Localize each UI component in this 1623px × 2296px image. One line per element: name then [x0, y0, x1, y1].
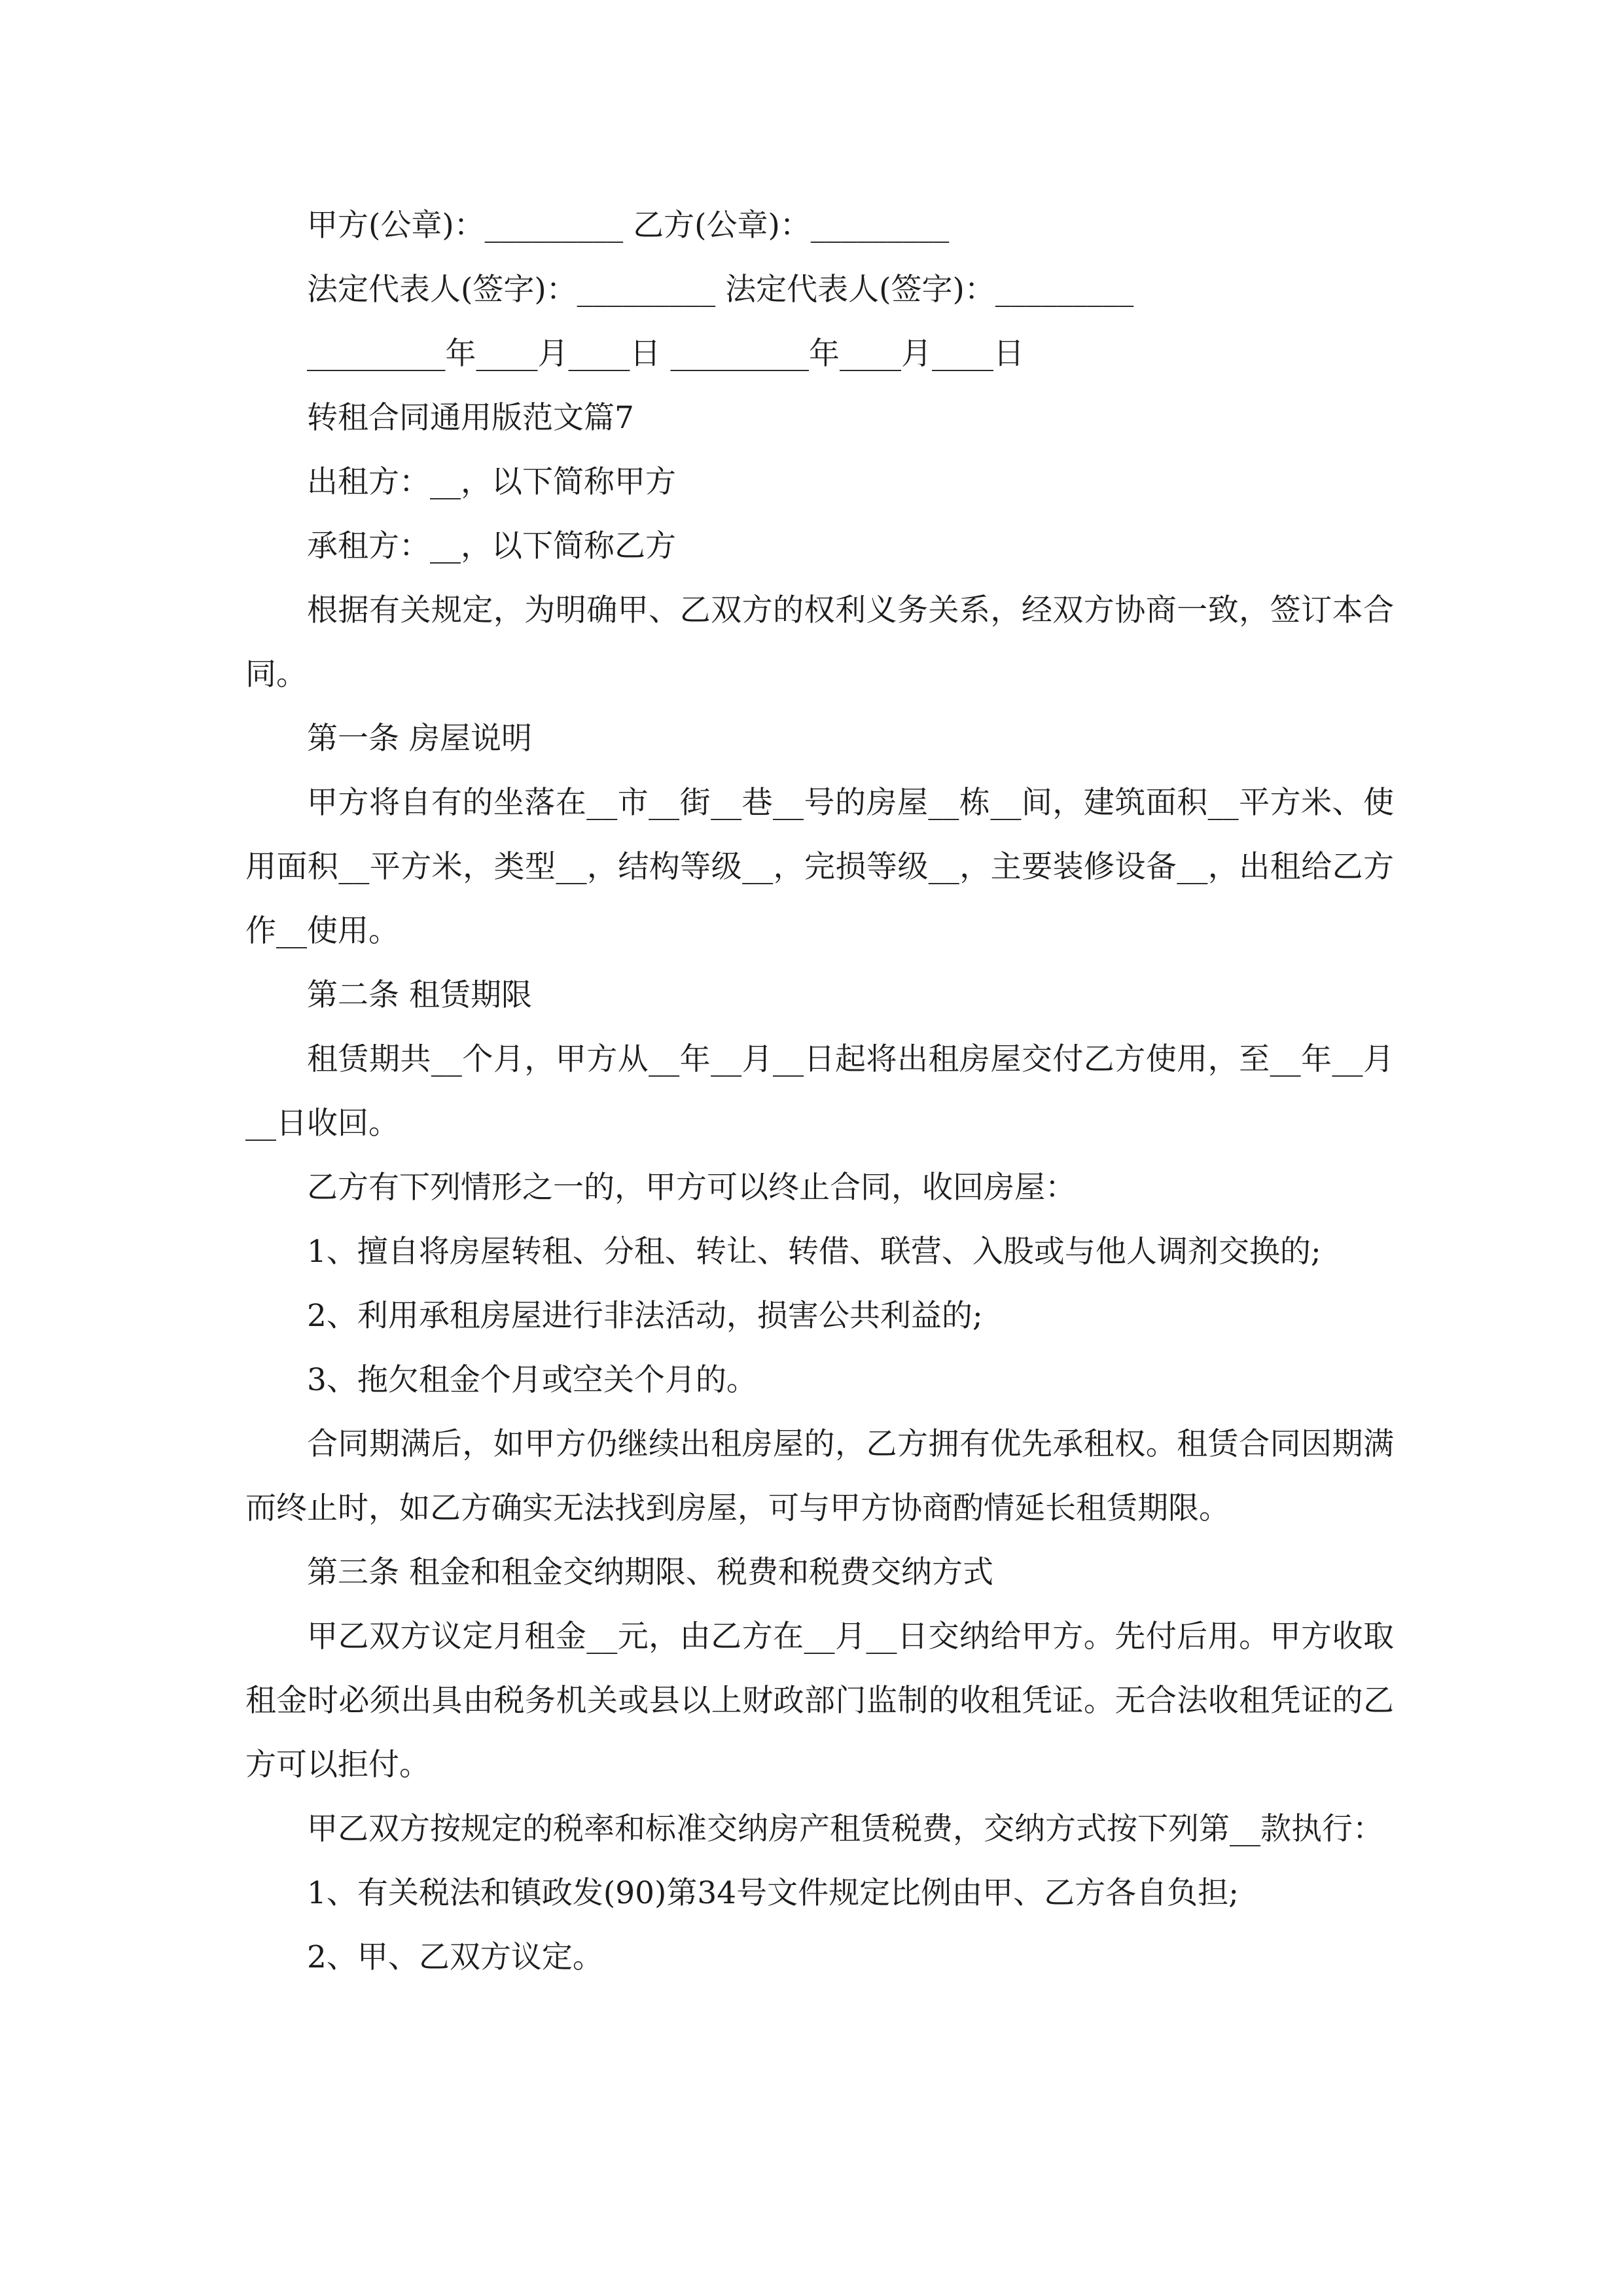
article-1-heading: 第一条 房屋说明 [307, 721, 532, 757]
section-title: 转租合同通用版范文篇7 [307, 400, 634, 436]
lessor-line: 出租方：__，以下简称甲方 [307, 464, 676, 500]
tax-paragraph: 甲乙双方按规定的税率和标准交纳房产租赁税费，交纳方式按下列第__款执行： [307, 1811, 1383, 1847]
article-1-body: 甲方将自有的坐落在__市__街__巷__号的房屋__栋__间，建筑面积__平方米、使用面积__平方米，类型__，结构等级__，完损等级__，主要装修设备__，出租给乙方作__使用。 [245, 785, 1394, 949]
article-3-heading: 第三条 租金和租金交纳期限、税费和税费交纳方式 [307, 1554, 993, 1590]
tax-item-1: 1、有关税法和镇政发(90)第34号文件规定比例由甲、乙方各自负担; [307, 1875, 1240, 1911]
signature-line-date: _________年____月____日 _________年____月____日 [307, 336, 1024, 372]
preamble-paragraph: 根据有关规定，为明确甲、乙双方的权利义务关系，经双方协商一致，签订本合同。 [245, 592, 1394, 692]
renewal-paragraph: 合同期满后，如甲方仍继续出租房屋的，乙方拥有优先承租权。租赁合同因期满而终止时，如乙方确实无法找到房屋，可与甲方协商酌情延长租赁期限。 [245, 1426, 1394, 1526]
lessee-line: 承租方：__，以下简称乙方 [307, 528, 676, 564]
termination-item-1: 1、擅自将房屋转租、分租、转让、转借、联营、入股或与他人调剂交换的; [307, 1234, 1321, 1270]
termination-intro: 乙方有下列情形之一的，甲方可以终止合同，收回房屋： [307, 1170, 1076, 1206]
document-body [245, 194, 1394, 1990]
termination-item-2: 2、利用承租房屋进行非法活动，损害公共利益的; [307, 1298, 983, 1334]
signature-line-representative: 法定代表人(签字)：_________ 法定代表人(签字)：_________ [307, 272, 1134, 308]
tax-item-2: 2、甲、乙双方议定。 [307, 1939, 603, 1975]
termination-item-3: 3、拖欠租金个月或空关个月的。 [307, 1362, 757, 1398]
article-2-body: 租赁期共__个月，甲方从__年__月__日起将出租房屋交付乙方使用，至__年__月__日收回。 [245, 1041, 1394, 1141]
rent-paragraph: 甲乙双方议定月租金__元，由乙方在__月__日交纳给甲方。先付后用。甲方收取租金时必须出具由税务机关或县以上财政部门监制的收租凭证。无合法收租凭证的乙方可以拒付。 [245, 1619, 1394, 1783]
article-2-heading: 第二条 租赁期限 [307, 977, 532, 1013]
signature-line-seal: 甲方(公章)：_________ 乙方(公章)：_________ [307, 207, 950, 243]
